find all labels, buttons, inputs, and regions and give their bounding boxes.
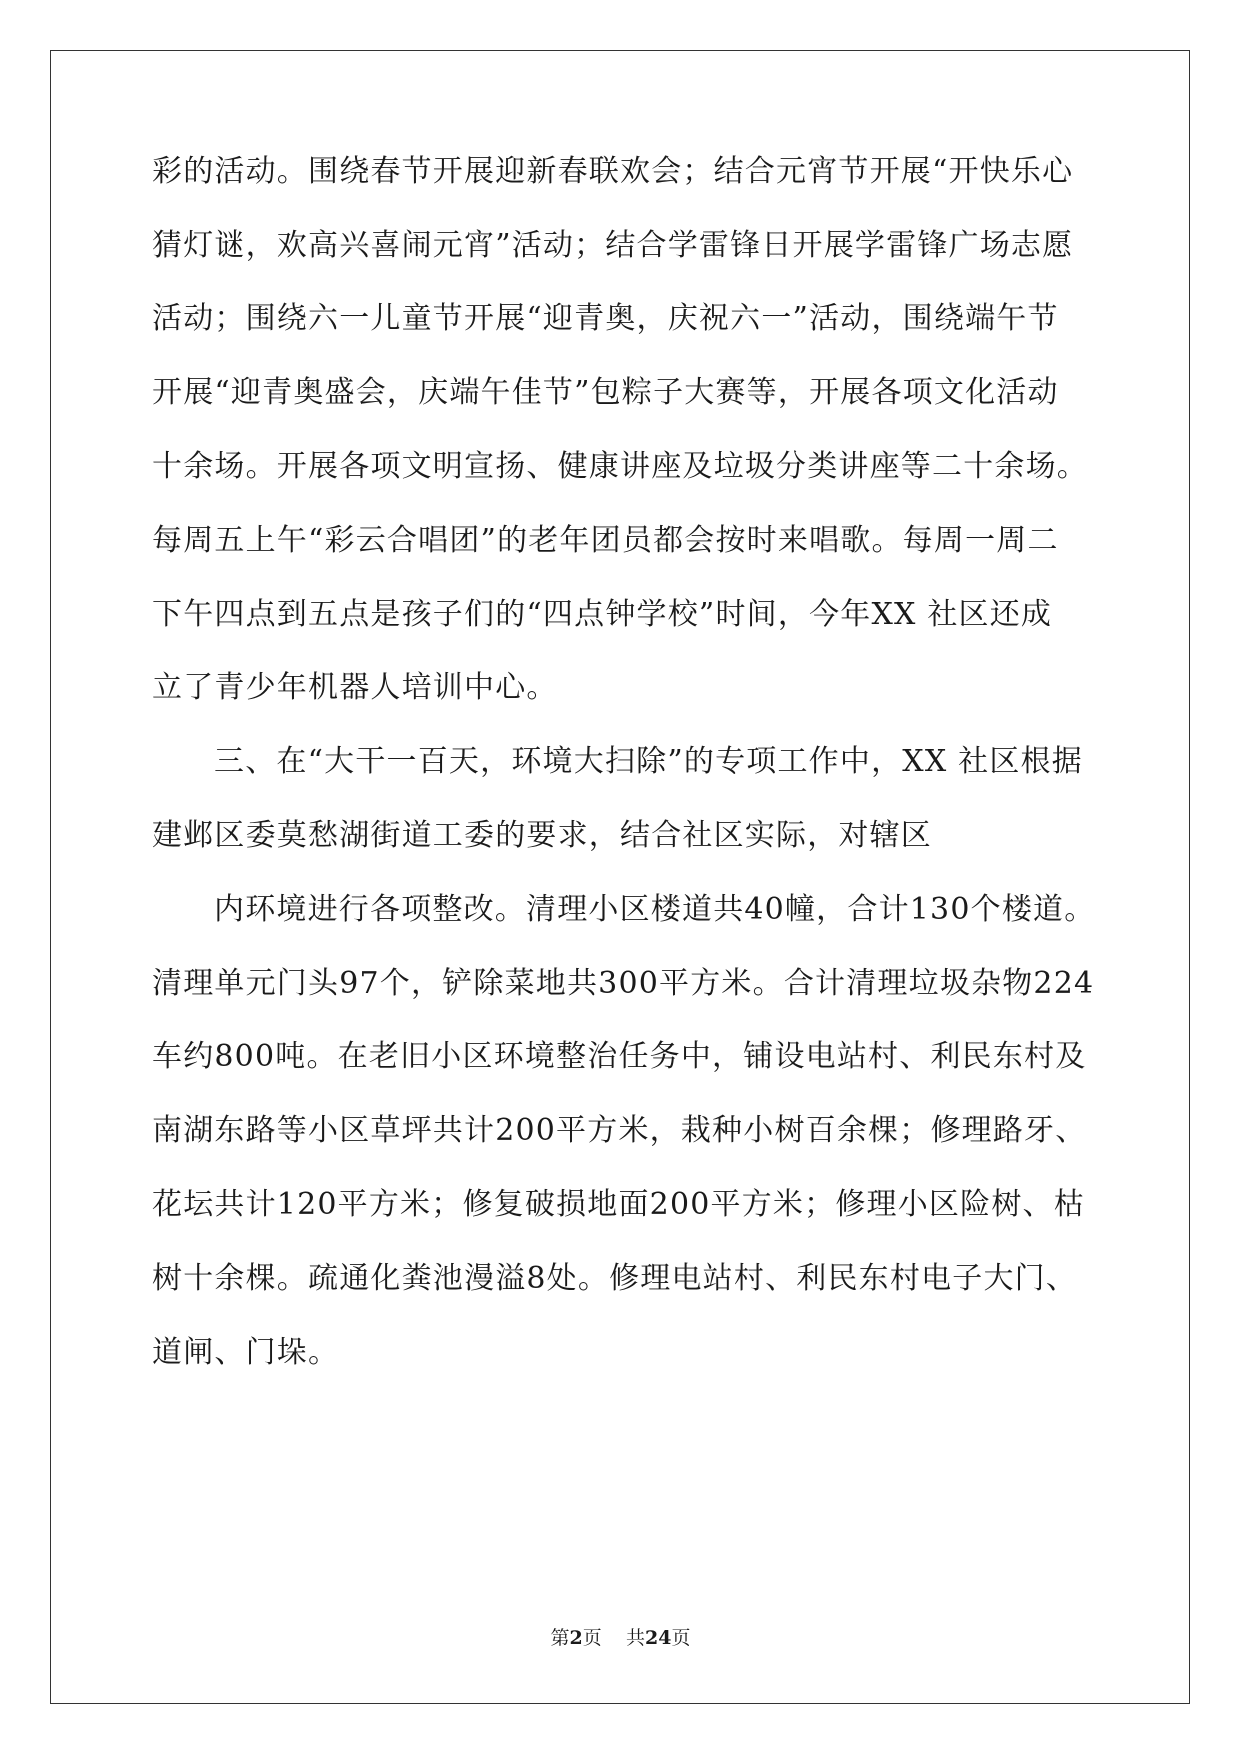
body-line-10: 建邺区委莫愁湖街道工委的要求，结合社区实际，对辖区: [152, 818, 932, 853]
page-footer: [0, 1626, 1241, 1650]
total-suffix: 页: [671, 1627, 691, 1649]
body-line-1: 彩的活动。围绕春节开展迎新春联欢会；结合元宵节开展“开快乐心: [152, 154, 1074, 189]
body-line-2: 猜灯谜，欢高兴喜闹元宵”活动；结合学雷锋日开展学雷锋广场志愿: [152, 228, 1074, 263]
page-prefix: 第: [550, 1627, 570, 1649]
page-suffix: 页: [582, 1627, 602, 1649]
total-pages: 24: [644, 1627, 672, 1649]
page-number: 2: [569, 1627, 583, 1649]
body-line-17: 道闸、门垛。: [152, 1335, 340, 1370]
body-line-4: 开展“迎青奥盛会，庆端午佳节”包粽子大赛等，开展各项文化活动: [152, 375, 1059, 410]
body-line-16: 树十余棵。疏通化粪池漫溢8处。修理电站村、利民东村电子大门、: [152, 1261, 1078, 1296]
body-line-15: 花坛共计120平方米；修复破损地面200平方米；修理小区险树、枯: [152, 1187, 1085, 1222]
body-line-5: 十余场。开展各项文明宣扬、健康讲座及垃圾分类讲座等二十余场。: [152, 449, 1088, 484]
body-line-14: 南湖东路等小区草坪共计200平方米，栽种小树百余棵；修理路牙、: [152, 1113, 1087, 1148]
body-line-6: 每周五上午“彩云合唱团”的老年团员都会按时来唱歌。每周一周二: [152, 523, 1059, 558]
body-line-9: 三、在“大干一百天，环境大扫除”的专项工作中，XX 社区根据: [214, 744, 1083, 779]
body-line-7: 下午四点到五点是孩子们的“四点钟学校”时间，今年XX 社区还成: [152, 597, 1053, 632]
body-line-12: 清理单元门头97个，铲除菜地共300平方米。合计清理垃圾杂物224: [152, 966, 1095, 1001]
body-line-11: 内环境进行各项整改。清理小区楼道共40幢，合计130个楼道。: [214, 892, 1096, 927]
body-line-8: 立了青少年机器人培训中心。: [152, 670, 558, 705]
body-line-13: 车约800吨。在老旧小区环境整治任务中，铺设电站村、利民东村及: [152, 1039, 1087, 1074]
body-line-3: 活动；围绕六一儿童节开展“迎青奥，庆祝六一”活动，围绕端午节: [152, 301, 1059, 336]
total-prefix: 共: [625, 1627, 645, 1649]
